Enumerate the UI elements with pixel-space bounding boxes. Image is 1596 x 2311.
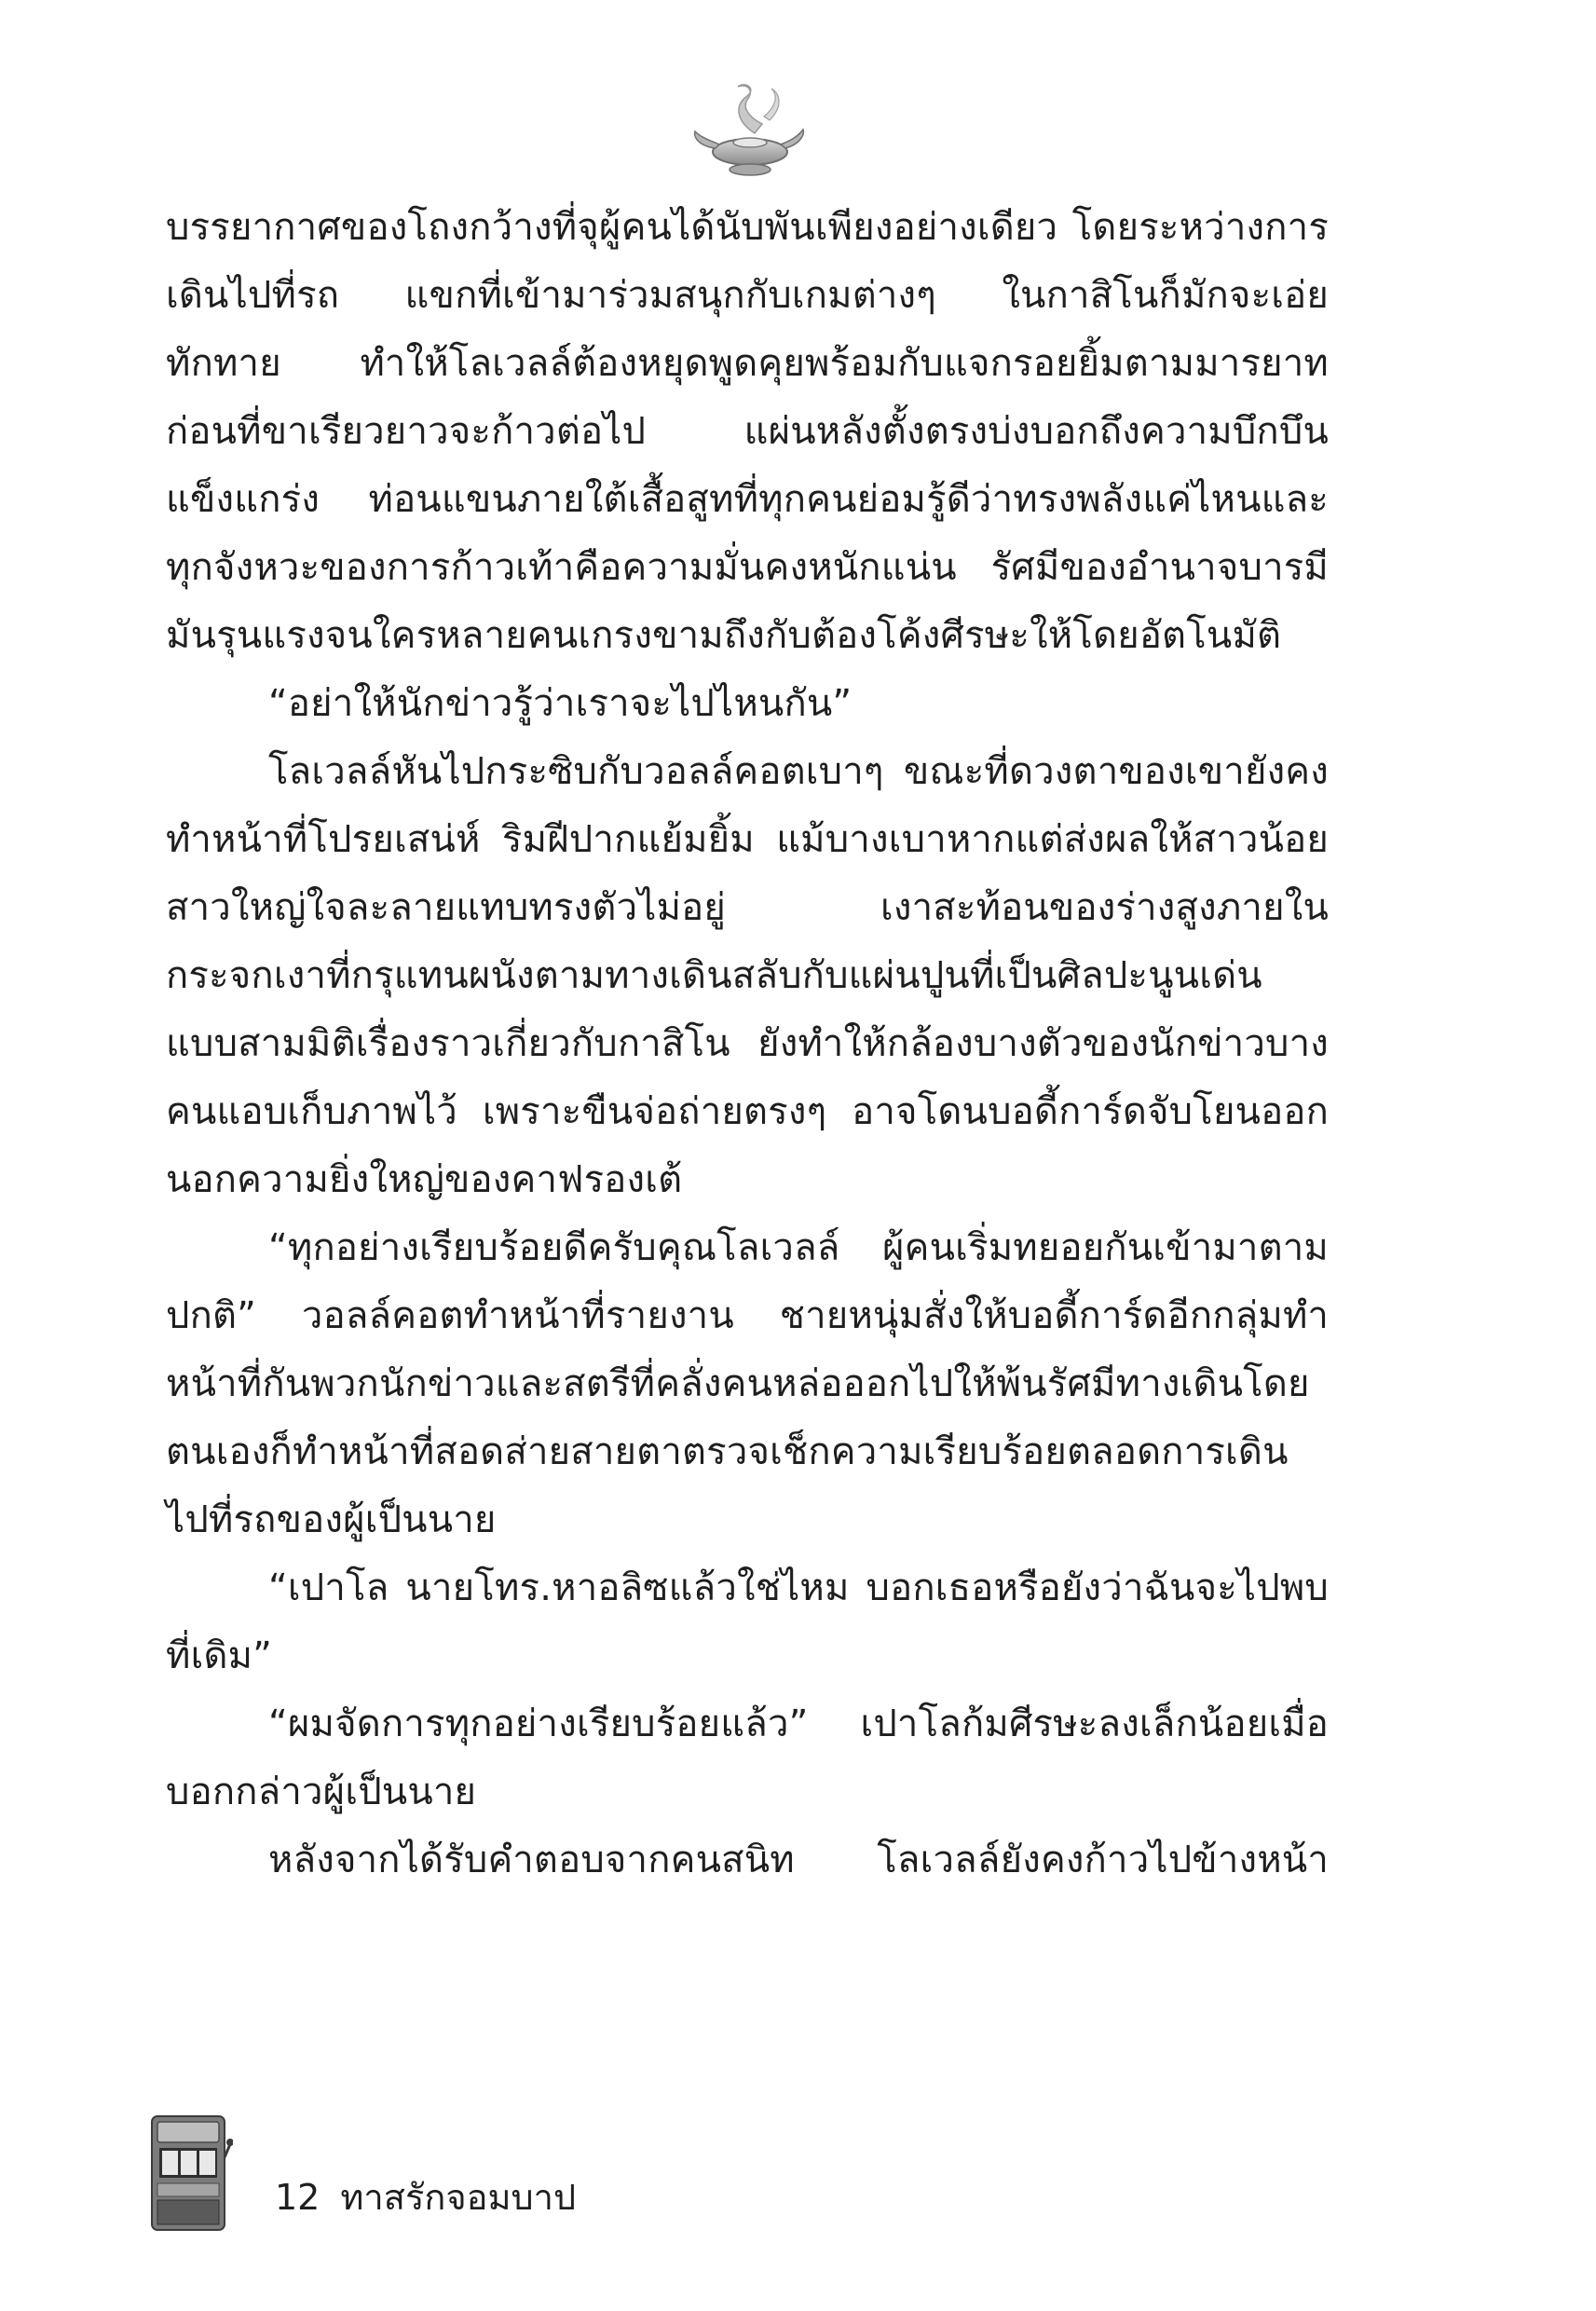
paragraph-3: โลเวลล์หันไปกระซิบกับวอลล์คอตเบาๆ ขณะที่ดวงตาของเขายังคงทำหน้าที่โปรยเสน่ห์ ริมฝีปากแย้มยิ้ม แม้บางเบาหากแต่ส่งผลให้สาวน้อยสาวใหญ่ใจละลายแทบทรงตัวไม่อยู่ เงาสะท้อนของร่างสูงภายในกระจกเงาที่กรุแทนผนังตามทางเดินสลับกับแผ่นปูนที่เป็นศิลปะนูนเด่นแบบสามมิติเรื่องราวเกี่ยวกับกาสิโน ยังทำให้กล้องบางตัวของนักข่าวบางคนแอบเก็บภาพไว้ เพราะขืนจ่อถ่ายตรงๆ อาจโดนบอดี้การ์ดจับโยนออกนอกความยิ่งใหญ่ของคาฟรองเต้ bbox=[166, 750, 1329, 1201]
paragraph-7: หลังจากได้รับคำตอบจากคนสนิท โลเวลล์ยังคงก้าวไปข้างหน้า bbox=[268, 1839, 1329, 1881]
book-title: ทาสรักจอมบาป bbox=[340, 2177, 577, 2218]
paragraph-5: “เปาโล นายโทร.หาอลิซแล้วใช่ไหม บอกเธอหรือยังว่าฉันจะไปพบที่เดิม” bbox=[166, 1566, 1329, 1677]
paragraph-6: “ผมจัดการทุกอย่างเรียบร้อยแล้ว” เปาโลก้มศีรษะลงเล็กน้อยเมื่อบอกกล่าวผู้เป็นนาย bbox=[166, 1702, 1329, 1813]
paragraph-4: “ทุกอย่างเรียบร้อยดีครับคุณโลเวลล์ ผู้คนเริ่มทยอยกันเข้ามาตามปกติ” วอลล์คอตทำหน้าที่รายงาน ชายหนุ่มสั่งให้บอดี้การ์ดอีกกลุ่มทำหน้าที่กันพวกนักข่าวและสตรีที่คลั่งคนหล่อออกไปให้พ้นรัศมีทางเดินโดยตนเองก็ทำหน้าที่สอดส่ายสายตาตรวจเช็กความเรียบร้อยตลอดการเดินไปที่รถของผู้เป็นนาย bbox=[166, 1226, 1329, 1541]
paragraph-2: “อย่าให้นักข่าวรู้ว่าเราจะไปไหนกัน” bbox=[268, 682, 853, 725]
body-text bbox=[166, 194, 1329, 1894]
paragraph-1: บรรยากาศของโถงกว้างที่จุผู้คนได้นับพันเพียงอย่างเดียว โดยระหว่างการเดินไปที่รถ แขกที่เข้ามาร่วมสนุกกับเกมต่างๆ ในกาสิโนก็มักจะเอ่ยทักทาย ทำให้โลเวลล์ต้องหยุดพูดคุยพร้อมกับแจกรอยยิ้มตามมารยาทก่อนที่ขาเรียวยาวจะก้าวต่อไป แผ่นหลังตั้งตรงบ่งบอกถึงความบึกบึนแข็งแกร่ง ท่อนแขนภายใต้เสื้อสูทที่ทุกคนย่อมรู้ดีว่าทรงพลังแค่ไหนและทุกจังหวะของการก้าวเท้าคือความมั่นคงหนักแน่น รัศมีของอำนาจบารมีมันรุนแรงจนใครหลายคนเกรงขามถึงกับต้องโค้งศีรษะให้โดยอัตโนมัติ bbox=[166, 206, 1329, 657]
page-number: 12 bbox=[275, 2177, 321, 2218]
footer-caption bbox=[275, 2168, 576, 2225]
page-footer bbox=[144, 2111, 703, 2241]
slot-machine-icon bbox=[144, 2111, 233, 2236]
genie-lamp-icon bbox=[689, 79, 811, 182]
